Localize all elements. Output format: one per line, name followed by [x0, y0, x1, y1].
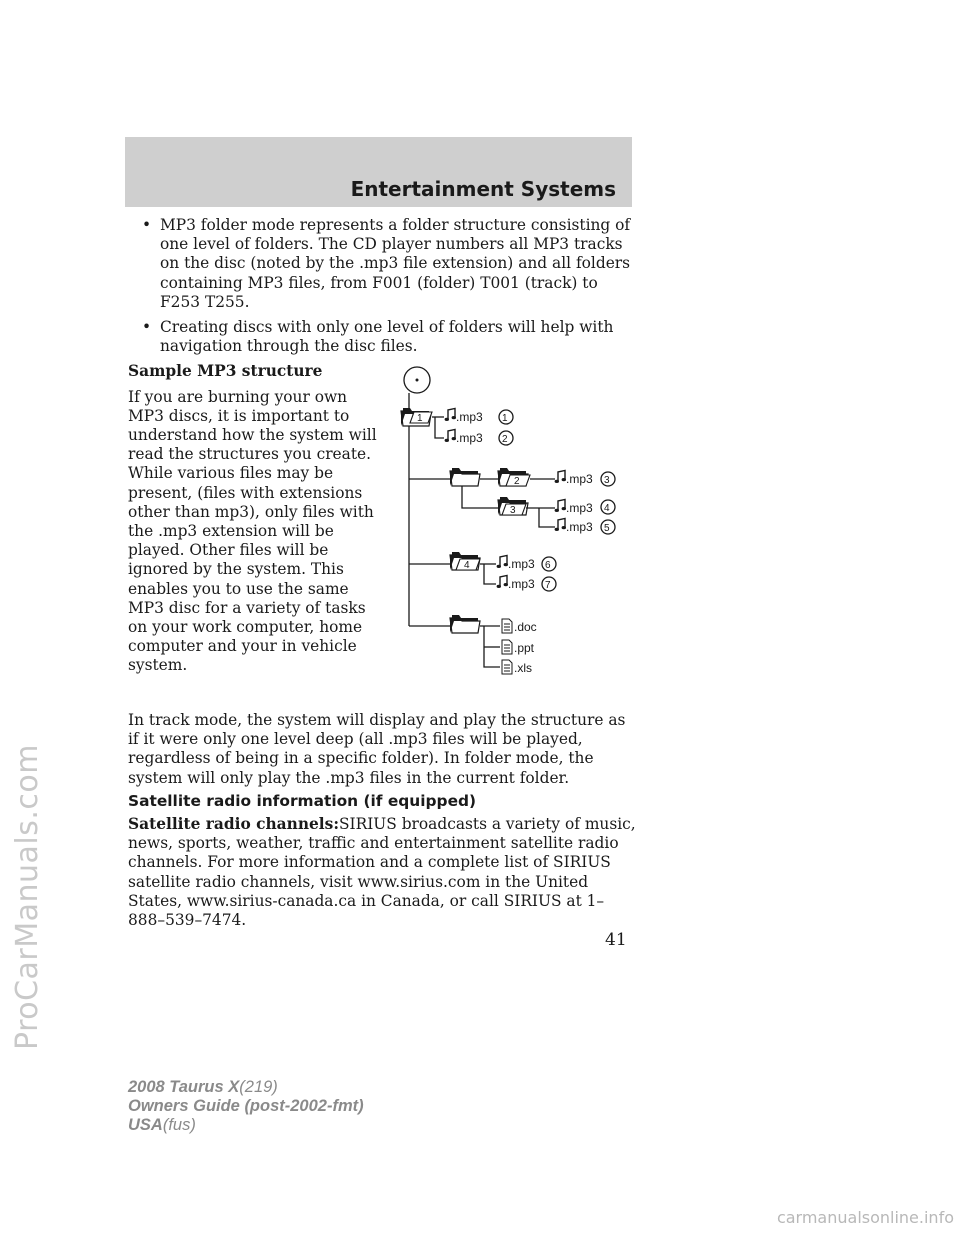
music-note-icon: [497, 576, 508, 589]
folder-tab-1: [410, 412, 432, 424]
sample-paragraph: If you are burning your own MP3 discs, it is important to understand how the system will read the structures you create. While various files may be present, (files with extensions other than mp3), only files with the .mp3 extension will be played. Other files will be ignored by the system. This enables you to use the same MP3 disc for a variety of tasks on your work computer, home computer and your in vehicle system.: [128, 387, 377, 675]
track-number: 1: [502, 413, 508, 424]
mp3-label: .mp3: [566, 501, 593, 515]
folder-tab-2: [506, 475, 530, 487]
bullet-dot: •: [142, 216, 152, 234]
track-number: 5: [604, 523, 610, 534]
mp3-label: .mp3: [566, 472, 593, 486]
music-note-icon: [555, 500, 566, 513]
side-watermark: [10, 743, 50, 1090]
music-note-icon: [497, 556, 508, 569]
music-note-icon: [445, 409, 456, 422]
track-mode-paragraph: In track mode, the system will display and play the structure as if it were only one level deep (all .mp3 files will be played, regardless of being in a specific folder). In folder mode, the system will only play the .mp3 files in the current folder.: [128, 711, 626, 787]
document-icon: [502, 619, 512, 633]
footer-region-code: (fus): [162, 1116, 196, 1134]
music-note-icon: [445, 430, 456, 443]
header-band: [125, 137, 632, 207]
folder-icon: [450, 615, 480, 633]
bullet-dot: •: [142, 318, 152, 337]
folder-tab-4: [456, 559, 480, 571]
ppt-label: .ppt: [514, 641, 535, 655]
bottom-watermark: carmanualsonline.info: [776, 1208, 954, 1227]
bullet-text: MP3 folder mode represents a folder structure consisting of one level of folders. The CD player numbers all MP3 tracks on the disc (noted by the .mp3 file extension) and all folders containing MP3 files, from F001 (folder) T001 (track) to F253 T255.: [160, 216, 631, 311]
folder-label: 3: [510, 505, 516, 516]
mp3-label: .mp3: [456, 431, 483, 445]
folder-label: 2: [514, 476, 520, 487]
xls-label: .xls: [514, 661, 532, 675]
mp3-label: .mp3: [456, 410, 483, 424]
footer-model: 2008 Taurus X: [128, 1078, 240, 1096]
document-icon: [502, 640, 512, 654]
footer: [128, 1078, 364, 1135]
track-number: 2: [502, 434, 508, 445]
track-number: 7: [545, 580, 551, 591]
bullet-item: [128, 216, 640, 312]
folder-tab-3: [502, 504, 526, 516]
folder-icon: [450, 468, 480, 486]
satellite-heading: Satellite radio information (if equipped): [128, 792, 477, 810]
document-icon: [502, 660, 512, 674]
track-number: 4: [604, 503, 610, 514]
bullet-item: [128, 318, 640, 356]
footer-code: (219): [239, 1078, 278, 1096]
folder-label: 4: [464, 560, 470, 571]
page-number: 41: [605, 930, 627, 950]
section-title: Entertainment Systems: [350, 177, 616, 201]
track-number: 3: [604, 475, 610, 486]
satellite-paragraph: [128, 815, 640, 930]
mp3-label: .mp3: [508, 557, 535, 571]
folder-label: 1: [417, 413, 423, 424]
music-note-icon: [555, 471, 566, 484]
footer-guide: Owners Guide (post-2002-fmt): [128, 1097, 364, 1115]
footer-region: USA: [128, 1116, 163, 1134]
satellite-text: SIRIUS broadcasts a variety of music, news, sports, weather, traffic and entertainment satellite radio channels. For more information and a complete list of SIRIUS satellite radio channels, visit www.sirius.com in the United States, www.sirius-canada.ca in Canada, or call SIRIUS at 1–888–539–7474.: [128, 815, 636, 930]
mp3-label: .mp3: [508, 577, 535, 591]
satellite-lead: Satellite radio channels:: [128, 815, 339, 833]
mp3-label: .mp3: [566, 520, 593, 534]
track-number: 6: [545, 560, 551, 571]
bullet-text: Creating discs with only one level of folders will help with navigation through the disc files.: [160, 318, 614, 356]
sample-heading: Sample MP3 structure: [128, 362, 323, 381]
side-watermark-text: ProCarManuals.com: [10, 743, 45, 1050]
doc-label: .doc: [514, 620, 537, 634]
music-note-icon: [555, 519, 566, 532]
mp3-structure-diagram: [392, 360, 632, 690]
